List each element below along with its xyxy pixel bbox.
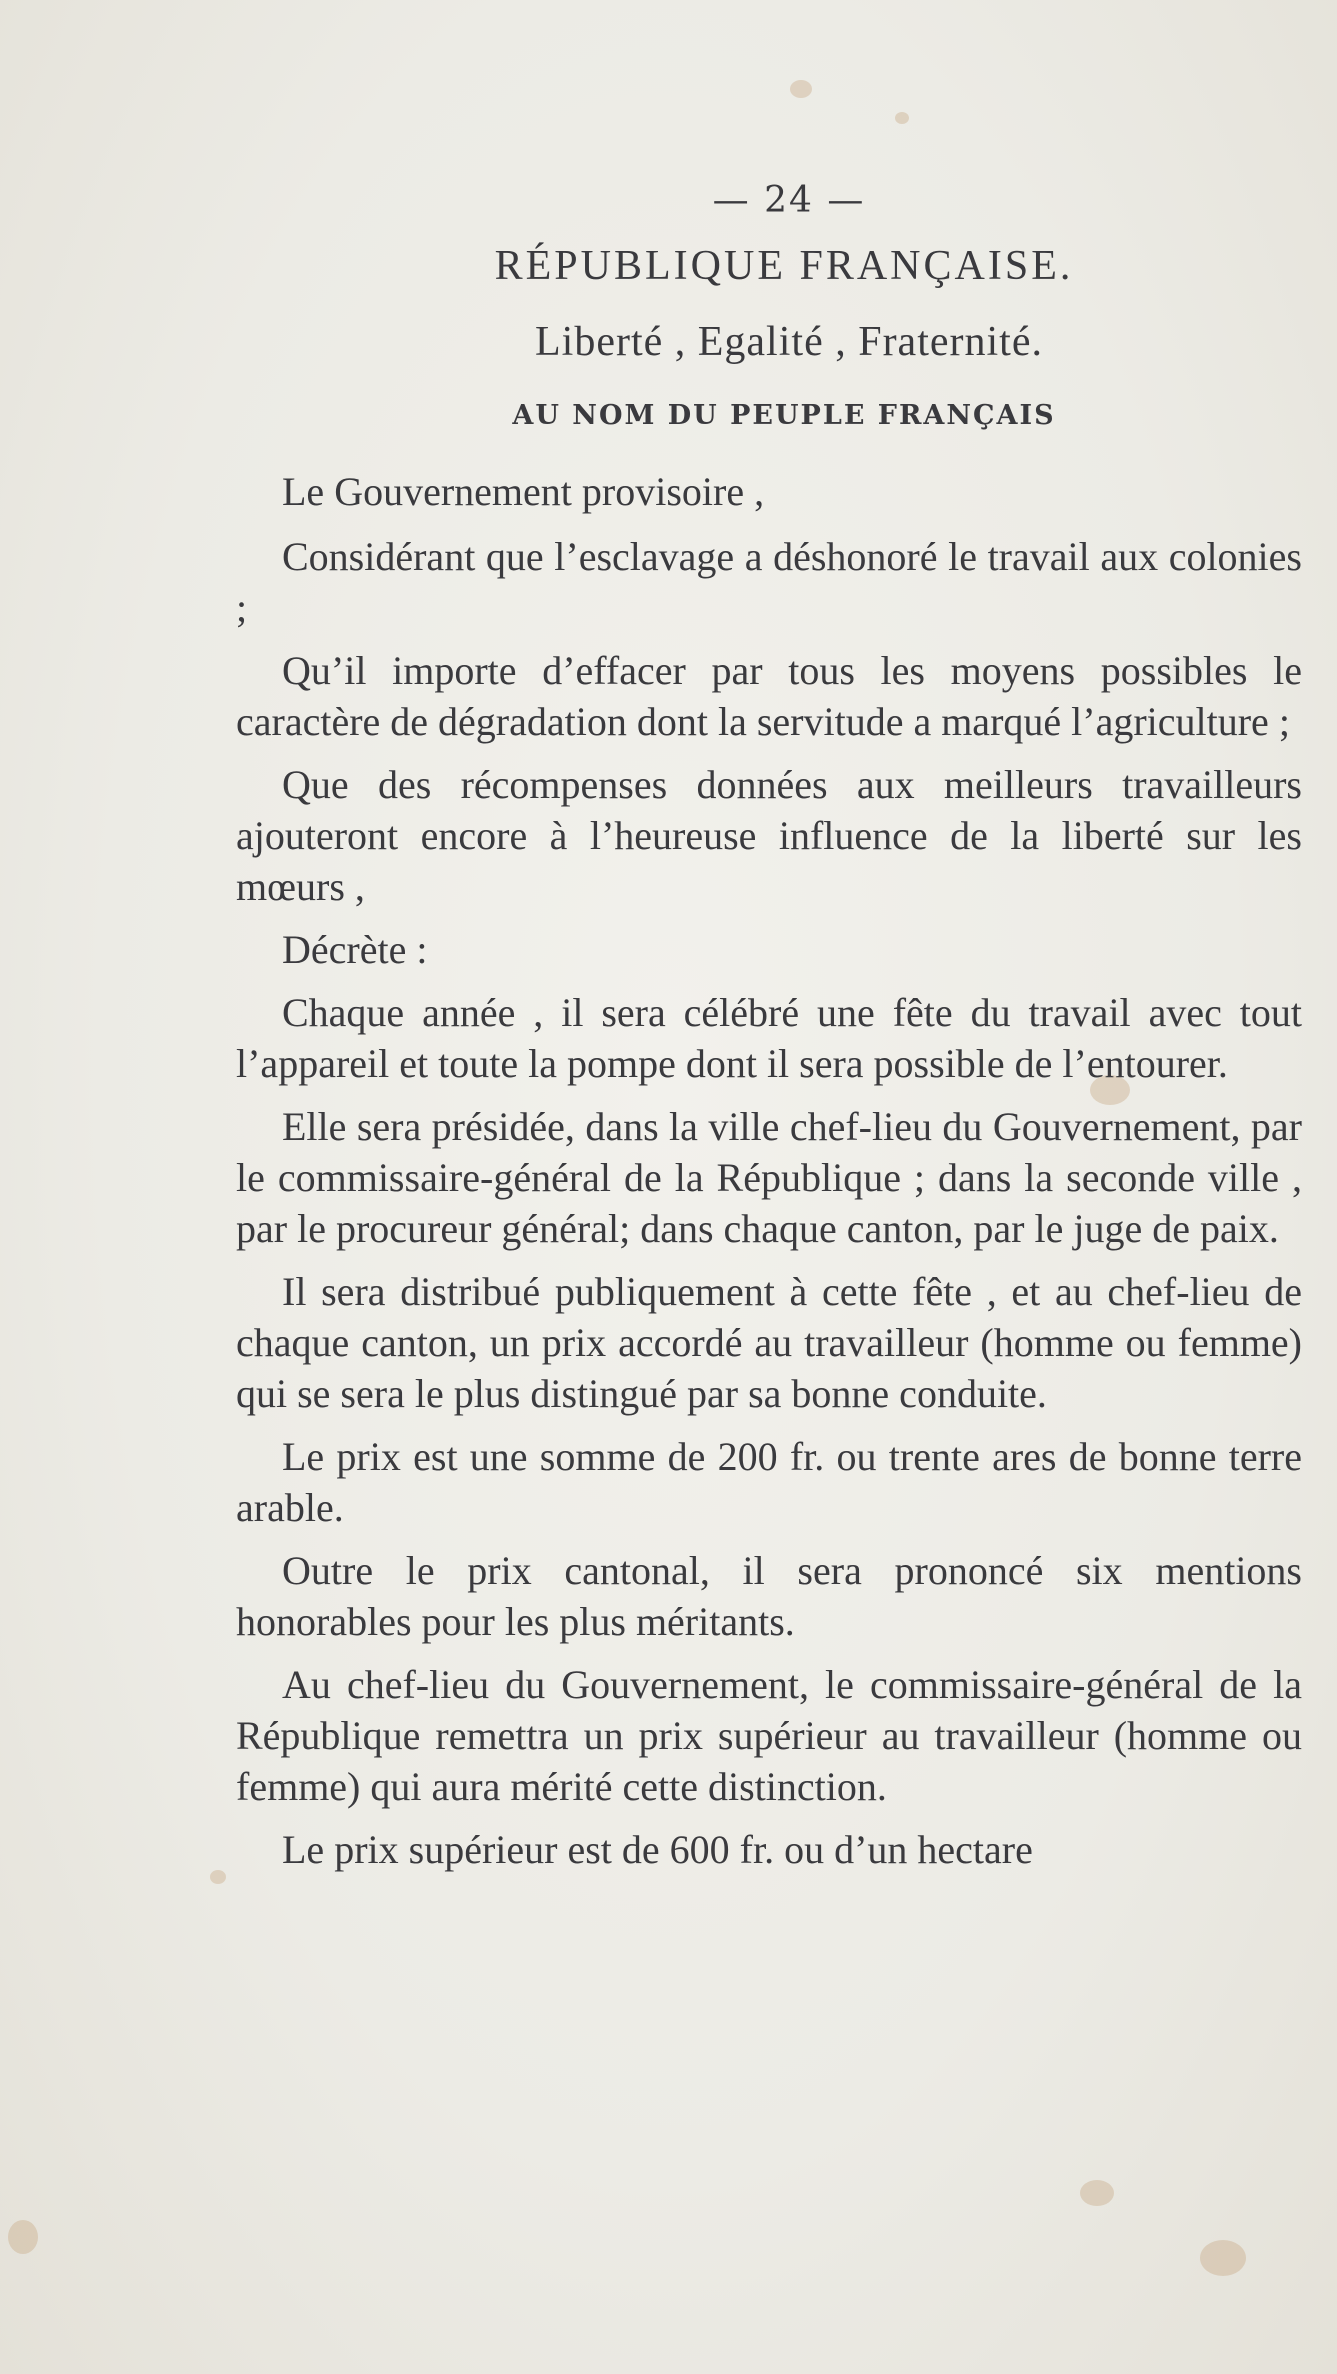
paragraph: Le prix supérieur est de 600 fr. ou d’un hectare <box>282 1827 1033 1872</box>
paragraph: Il sera distribué publiquement à cette fête , et au chef-lieu de chaque canton, un prix accordé au travailleur (homme ou femme) qui se sera le plus distingué par sa bonne conduite. <box>236 1269 1302 1416</box>
foxing-spot <box>1080 2180 1114 2206</box>
paragraph: Elle sera présidée, dans la ville chef-lieu du Gouvernement, par le commissaire-général de la République ; dans la seconde ville , par le procureur général; dans chaque canton, par le juge de paix. <box>236 1104 1302 1251</box>
foxing-spot <box>895 112 909 124</box>
page-text-block <box>236 180 1302 1887</box>
paragraph: Chaque année , il sera célébré une fête du travail avec tout l’appareil et toute la pompe dont il sera possible de l’entourer. <box>236 990 1302 1086</box>
paragraph: Que des récompenses données aux meilleurs travailleurs ajouteront encore à l’heureuse influence de la liberté sur les mœurs , <box>236 762 1302 909</box>
paragraph: Outre le prix cantonal, il sera prononcé six mentions honorables pour les plus méritants. <box>236 1548 1302 1644</box>
heading-republique: RÉPUBLIQUE FRANÇAISE. <box>494 243 1074 289</box>
page-number: — 24 — <box>712 180 866 221</box>
paragraph: Au chef-lieu du Gouvernement, le commissaire-général de la République remettra un prix supérieur au travailleur (homme ou femme) qui aura mérité cette distinction. <box>236 1662 1302 1809</box>
subheading-au-nom: AU NOM DU PEUPLE FRANÇAIS <box>512 400 1056 431</box>
foxing-spot <box>790 80 812 98</box>
foxing-spot <box>8 2220 38 2254</box>
foxing-spot <box>210 1870 226 1884</box>
foxing-spot <box>1200 2240 1246 2276</box>
paragraph: Considérant que l’esclavage a déshonoré le travail aux colonies ; <box>236 534 1302 630</box>
motto: Liberté , Egalité , Fraternité. <box>535 319 1043 365</box>
paragraph: Le prix est une somme de 200 fr. ou trente ares de bonne terre arable. <box>236 1434 1302 1530</box>
paragraph: Qu’il importe d’effacer par tous les moyens possibles le caractère de dégradation dont la servitude a marqué l’agriculture ; <box>236 648 1302 744</box>
paragraph: Le Gouvernement provisoire , <box>282 469 765 514</box>
paragraph: Décrète : <box>282 927 428 972</box>
